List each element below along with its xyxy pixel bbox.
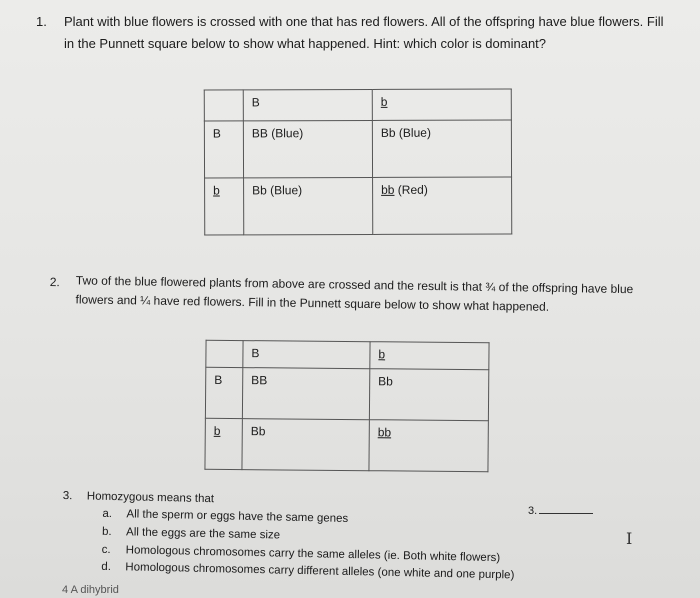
question-1-number: 1. (36, 14, 47, 29)
punnett-2-corner (206, 340, 243, 367)
question-3-prompt: Homozygous means that (86, 490, 215, 506)
option-a-label: a. (102, 507, 113, 521)
punnett-1-col-header-2: b (372, 89, 511, 120)
punnett-2-col-header-2: b (370, 342, 489, 370)
punnett-square-2 (204, 340, 489, 472)
question-4-fragment: 4 A dihybrid (62, 584, 119, 596)
option-b-text: All the eggs are the same size (125, 526, 281, 542)
punnett-2-cell-bb: bb (369, 420, 488, 472)
punnett-1-cell-bb-phenotype: (Red) (394, 182, 428, 197)
punnett-2-cell-Bb-top: Bb (369, 369, 488, 421)
answer-blank[interactable] (539, 503, 593, 514)
punnett-1-cell-Bb-top: Bb (Blue) (372, 120, 511, 177)
punnett-1-cell-Bb-bottom: Bb (Blue) (244, 177, 373, 234)
question-2-number: 2. (49, 274, 60, 290)
option-c-label: c. (101, 543, 111, 557)
punnett-1-corner (204, 90, 243, 121)
option-d-text: Homologous chromosomes carry different alleles (one white and one purple) (125, 561, 515, 582)
punnett-2-cell-Bb-bottom: Bb (242, 419, 369, 471)
punnett-square-1 (204, 88, 513, 235)
option-a-text: All the sperm or eggs have the same genes (126, 508, 349, 525)
punnett-2-row-header-2: b (205, 418, 242, 469)
punnett-1-cell-bb (373, 177, 512, 234)
question-1-text: Plant with blue flowers is crossed with one that has red flowers. All of the offspring have blue flowers. Fill in the Punnett square below to show what happened. Hint: which color is dominant? (64, 14, 664, 51)
answer-label: 3. (528, 505, 538, 517)
punnett-1-col-header-1: B (243, 89, 372, 120)
punnett-2-cell-BB: BB (242, 368, 369, 420)
question-2-text: Two of the blue flowered plants from above are crossed and the result is that ¾ of the offspring have blue flowers and ¼ have red flowers. Fill in the Punnett square below to show what happened. (75, 273, 634, 314)
punnett-1-cell-BB: BB (Blue) (243, 120, 372, 177)
punnett-1-cell-bb-genotype: bb (381, 182, 395, 197)
option-d-label: d. (101, 560, 112, 574)
option-b-label: b. (101, 525, 112, 539)
punnett-1-row-header-2: b (205, 178, 244, 235)
punnett-2-col-header-1: B (243, 341, 370, 369)
question-3-number: 3. (62, 489, 73, 503)
option-c-text: Homologous chromosomes carry the same alleles (ie. Both white flowers) (125, 544, 501, 565)
punnett-2-row-header-1: B (205, 367, 242, 418)
punnett-1-row-header-1: B (204, 121, 243, 178)
text-cursor-icon: I (626, 529, 633, 548)
question-3-answer[interactable] (528, 503, 593, 517)
